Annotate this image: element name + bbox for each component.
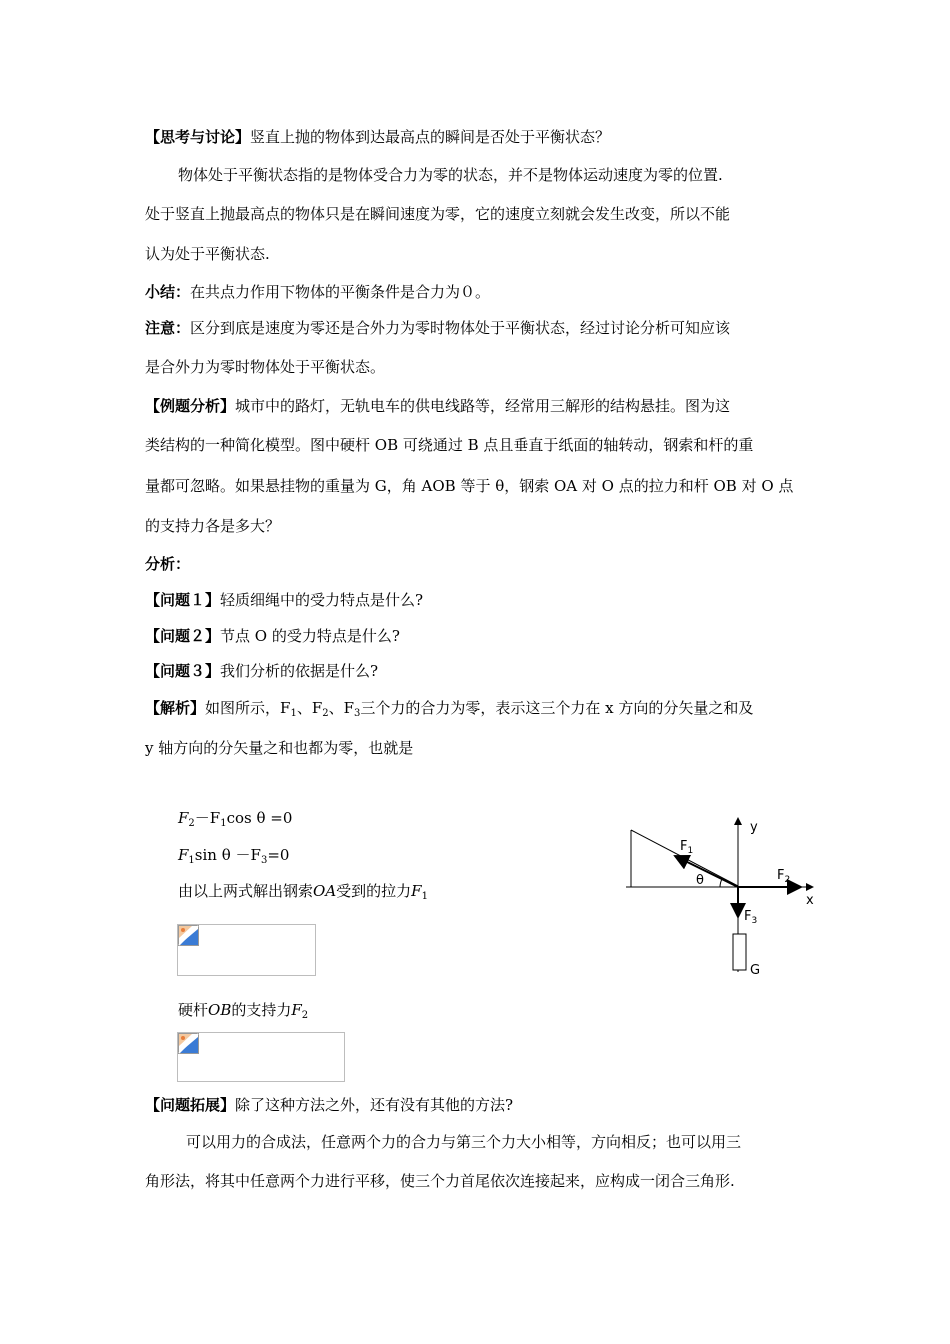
question-2 (145, 626, 400, 646)
question-tag: 【问题２】 (145, 627, 221, 645)
question-text: 我们分析的依据是什么? (220, 662, 379, 680)
example (145, 396, 730, 416)
analysis-tag: 分析： (145, 555, 191, 573)
solution-line-2: y 轴方向的分矢量之和也都为零，也就是 (145, 739, 414, 757)
question-1 (145, 590, 423, 610)
subscript: 1 (290, 708, 297, 719)
note-line-2: 是合外力为零时物体处于平衡状态。 (145, 358, 386, 376)
eq-text: 由以上两式解出钢索 (178, 882, 314, 900)
think-question: 竖直上抛的物体到达最高点的瞬间是否处于平衡状态？ (250, 128, 611, 146)
label-G: G (750, 963, 761, 978)
solution-line-1 (145, 698, 753, 718)
question-3 (145, 661, 378, 681)
subscript: 3 (354, 708, 361, 719)
F1-arrow (675, 856, 738, 887)
example-tag: 【例题分析】 (145, 397, 236, 415)
example-line-1: 城市中的路灯，无轨电车的供电线路等，经常用三解形的结构悬挂。图为这 (235, 397, 731, 415)
broken-image-icon (178, 1033, 199, 1054)
label-F1 (680, 839, 693, 856)
extend-line-1: 可以用力的合成法，任意两个力的合力与第三个力大小相等，方向相反；也可以用三 (186, 1133, 742, 1151)
label-F3-main: F (744, 909, 752, 924)
theta-arc (720, 879, 722, 887)
label-F2-sub: 2 (784, 875, 791, 885)
broken-image-2 (177, 1032, 345, 1082)
weight-box (733, 934, 746, 970)
subscript: 1 (188, 855, 195, 866)
think-heading (145, 127, 610, 147)
subscript: 3 (260, 855, 268, 866)
note-tag: 注意： (145, 319, 191, 337)
think-tag: 【思考与讨论】 (145, 128, 251, 146)
subscript: 1 (220, 818, 227, 829)
example-line-4: 的支持力各是多大？ (145, 517, 281, 535)
solution-tag: 【解析】 (145, 699, 206, 717)
var-OB: OB (208, 1001, 232, 1019)
extend-tag: 【问题拓展】 (145, 1096, 236, 1114)
question-tag: 【问题３】 (145, 662, 221, 680)
force-diagram (620, 812, 830, 982)
label-theta: θ (696, 873, 704, 888)
subscript: 2 (301, 1010, 309, 1021)
think-para-3: 认为处于平衡状态. (145, 245, 270, 263)
eq-text: sin θ －F (194, 846, 261, 864)
eq-text: 受到的拉力 (336, 882, 412, 900)
note (145, 318, 730, 338)
var-F: F (411, 882, 422, 900)
equation-2 (178, 845, 289, 865)
var-F: F (178, 809, 189, 827)
solution-text: 三个力的合力为零，表示这三个力在 x 方向的分矢量之和及 (360, 699, 754, 717)
subscript: 1 (421, 891, 428, 902)
label-F2 (777, 868, 790, 885)
eq-text: 硬杆 (178, 1001, 209, 1019)
eq-text: 的支持力 (231, 1001, 292, 1019)
support-line (178, 1000, 308, 1020)
think-para-1: 物体处于平衡状态指的是物体受合力为零的状态，并不是物体运动速度为零的位置. (178, 166, 723, 184)
var-F: F (178, 846, 189, 864)
label-y: y (750, 820, 758, 835)
solution-text: 、F (296, 699, 323, 717)
label-F3-sub: 3 (751, 916, 758, 926)
think-para-2: 处于竖直上抛最高点的物体只是在瞬间速度为零，它的速度立刻就会发生改变，所以不能 (145, 205, 731, 223)
extend-question: 除了这种方法之外，还有没有其他的方法? (235, 1096, 514, 1114)
note-line-1: 区分到底是速度为零还是合外力为零时物体处于平衡状态，经过讨论分析可知应该 (190, 319, 731, 337)
var-F: F (291, 1001, 302, 1019)
solution-text: 如图所示，F (205, 699, 291, 717)
broken-image-1 (177, 924, 316, 976)
extend-heading (145, 1095, 513, 1115)
var-OA: OA (313, 882, 337, 900)
solve-line (178, 881, 428, 901)
subscript: 2 (322, 708, 329, 719)
eq-text: cos θ =0 (226, 809, 293, 827)
example-line-3: 量都可忽略。如果悬挂物的重量为 G，角 AOB 等于 θ，钢索 OA 对 O 点的拉力和杆 OB 对 O 点 (145, 477, 794, 495)
summary-text: 在共点力作用下物体的平衡条件是合力为０。 (190, 283, 491, 301)
eq-text: =0 (267, 846, 290, 864)
summary (145, 282, 490, 302)
example-line-2: 类结构的一种简化模型。图中硬杆 OB 可绕通过 B 点且垂直于纸面的轴转动，钢索和杆的重 (145, 436, 754, 454)
extend-line-2: 角形法，将其中任意两个力进行平移，使三个力首尾依次连接起来，应构成一闭合三角形. (145, 1172, 735, 1190)
eq-text: －F (194, 809, 221, 827)
question-tag: 【问题１】 (145, 591, 221, 609)
label-x: x (806, 893, 814, 908)
question-text: 节点 O 的受力特点是什么? (220, 627, 400, 645)
label-F2-main: F (777, 868, 785, 883)
label-F1-sub: 1 (687, 846, 694, 856)
broken-image-icon (178, 925, 199, 946)
label-F3 (744, 909, 757, 926)
equation-1 (178, 808, 292, 828)
question-text: 轻质细绳中的受力特点是什么? (220, 591, 424, 609)
subscript: 2 (188, 818, 195, 829)
solution-text: 、F (328, 699, 355, 717)
summary-tag: 小结： (145, 283, 191, 301)
label-F1-main: F (680, 839, 688, 854)
